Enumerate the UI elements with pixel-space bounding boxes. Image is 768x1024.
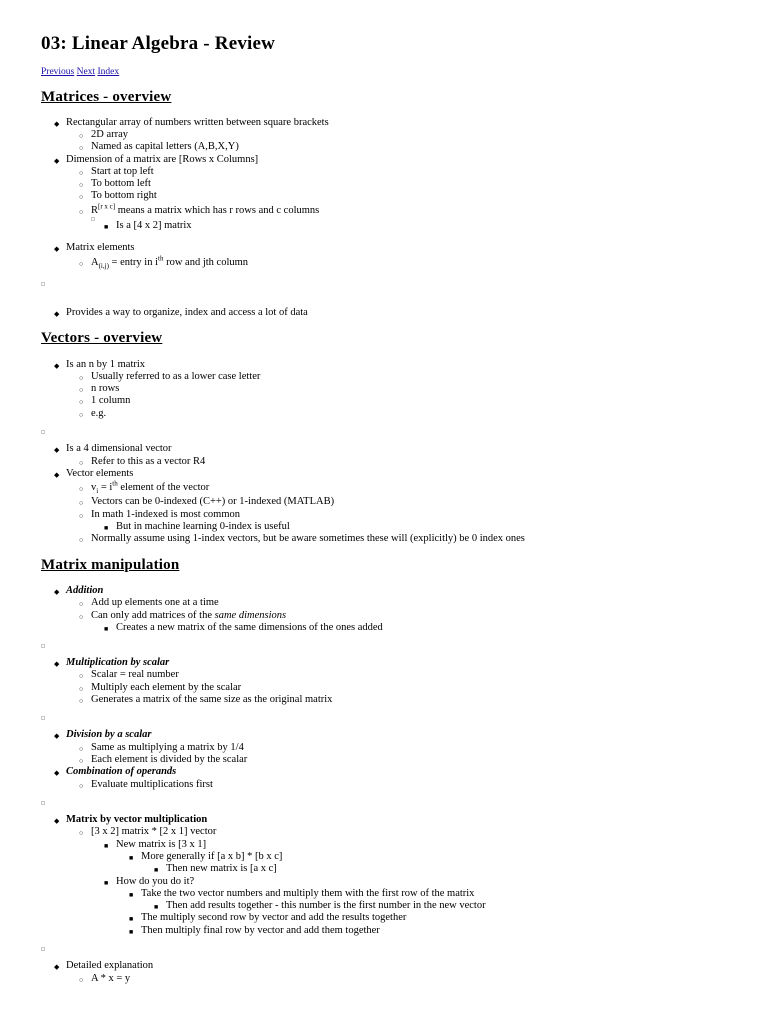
next-link[interactable]: Next: [76, 67, 96, 77]
list-item: How do you do it?: [116, 876, 195, 887]
circle-bullet-icon: ○: [79, 132, 84, 140]
circle-bullet-icon: ○: [79, 144, 84, 152]
mvm-label: Matrix by vector multiplication: [66, 814, 208, 825]
list-item: 1 column: [91, 395, 131, 406]
square-bullet-icon: ■: [154, 903, 159, 911]
list-item: Then multiply final row by vector and add them together: [141, 925, 380, 936]
only-add-text: Can only add matrices of the: [91, 610, 215, 621]
v-text: = i: [98, 482, 113, 493]
square-bullet-icon: ■: [154, 866, 159, 874]
circle-bullet-icon: ○: [79, 672, 84, 680]
circle-bullet-icon: ○: [79, 757, 84, 765]
list-item: Same as multiplying a matrix by 1/4: [91, 742, 244, 753]
broken-image-icon: [91, 217, 95, 221]
list-item: The multiply second row by vector and add the results together: [141, 912, 407, 923]
diamond-bullet-icon: ◆: [54, 310, 60, 318]
list-item: Then add results together - this number is the first number in the new vector: [166, 900, 486, 911]
list-item: Start at top left: [91, 166, 154, 177]
list-item: Rectangular array of numbers written between square brackets: [66, 117, 329, 128]
section-heading-matrices: Matrices - overview: [41, 89, 172, 105]
square-bullet-icon: ■: [104, 625, 109, 633]
diamond-bullet-icon: ◆: [54, 446, 60, 454]
addition-label: Addition: [66, 585, 104, 596]
list-item: Vector elements: [66, 468, 134, 479]
v-index-subscript: i: [96, 487, 99, 496]
circle-bullet-icon: ○: [79, 260, 84, 268]
list-item: Detailed explanation: [66, 960, 154, 971]
circle-bullet-icon: ○: [79, 499, 84, 507]
previous-link[interactable]: Previous: [41, 67, 75, 77]
list-item: Scalar = real number: [91, 669, 179, 680]
v-text-end: element of the vector: [117, 482, 210, 493]
square-bullet-icon: ■: [104, 879, 109, 887]
page-title: 03: Linear Algebra - Review: [41, 33, 276, 54]
circle-bullet-icon: ○: [79, 782, 84, 790]
broken-image-icon: [41, 430, 45, 434]
list-item: Vectors can be 0-indexed (C++) or 1-indexed (MATLAB): [91, 496, 335, 507]
list-item: Dimension of a matrix are [Rows x Columns]: [66, 154, 259, 165]
square-bullet-icon: ■: [104, 524, 109, 532]
list-item: Each element is divided by the scalar: [91, 754, 248, 765]
square-bullet-icon: ■: [129, 915, 134, 923]
mult-scalar-label: Multiplication by scalar: [66, 657, 170, 668]
list-item: To bottom left: [91, 178, 151, 189]
circle-bullet-icon: ○: [79, 169, 84, 177]
list-item: New matrix is [3 x 1]: [116, 839, 207, 850]
a-text-end: row and jth column: [163, 257, 249, 268]
square-bullet-icon: ■: [129, 891, 134, 899]
circle-bullet-icon: ○: [79, 613, 84, 621]
r-dimension-superscript: [r x c]: [98, 202, 116, 211]
diamond-bullet-icon: ◆: [54, 732, 60, 740]
broken-image-icon: [41, 716, 45, 720]
square-bullet-icon: ■: [104, 842, 109, 850]
list-item: [91, 254, 249, 271]
list-item: Is an n by 1 matrix: [66, 359, 146, 370]
list-item: Refer to this as a vector R4: [91, 456, 206, 467]
list-item: Generates a matrix of the same size as the original matrix: [91, 694, 333, 705]
circle-bullet-icon: ○: [79, 193, 84, 201]
broken-image-icon: [41, 947, 45, 951]
list-item: A * x = y: [91, 973, 131, 984]
list-item: [66, 766, 176, 778]
list-item: More generally if [a x b] * [b x c]: [141, 851, 283, 862]
circle-bullet-icon: ○: [79, 685, 84, 693]
list-item: Matrix elements: [66, 242, 135, 253]
circle-bullet-icon: ○: [79, 411, 84, 419]
list-item: [91, 202, 320, 217]
list-item: Multiply each element by the scalar: [91, 682, 242, 693]
r-symbol: R: [91, 205, 99, 216]
circle-bullet-icon: ○: [79, 976, 84, 984]
list-item: [66, 729, 151, 741]
list-item: Normally assume using 1-index vectors, but be aware sometimes these will (explicitly) be 0 index ones: [91, 533, 525, 544]
list-item: [66, 585, 103, 597]
list-item: Is a [4 x 2] matrix: [116, 220, 192, 231]
circle-bullet-icon: ○: [79, 459, 84, 467]
circle-bullet-icon: ○: [79, 745, 84, 753]
list-item: But in machine learning 0-index is useful: [116, 521, 290, 532]
list-item: Then new matrix is [a x c]: [166, 863, 277, 874]
index-link[interactable]: Index: [97, 67, 120, 77]
diamond-bullet-icon: ◆: [54, 660, 60, 668]
list-item: 2D array: [91, 129, 129, 140]
v-ordinal-superscript: th: [112, 479, 118, 488]
section-heading-matrix-manipulation: Matrix manipulation: [41, 557, 180, 573]
circle-bullet-icon: ○: [79, 208, 84, 216]
diamond-bullet-icon: ◆: [54, 471, 60, 479]
circle-bullet-icon: ○: [79, 485, 84, 493]
circle-bullet-icon: ○: [79, 697, 84, 705]
list-item: Provides a way to organize, index and access a lot of data: [66, 307, 308, 318]
circle-bullet-icon: ○: [79, 398, 84, 406]
a-ordinal-superscript: th: [158, 254, 164, 263]
r-description: means a matrix which has r rows and c columns: [115, 205, 320, 216]
circle-bullet-icon: ○: [79, 600, 84, 608]
list-item: Evaluate multiplications first: [91, 779, 213, 790]
list-item: In math 1-indexed is most common: [91, 509, 241, 520]
diamond-bullet-icon: ◆: [54, 362, 60, 370]
a-symbol: A: [91, 257, 99, 268]
diamond-bullet-icon: ◆: [54, 769, 60, 777]
broken-image-icon: [41, 282, 45, 286]
combination-label: Combination of operands: [66, 766, 177, 777]
list-item: n rows: [91, 383, 120, 394]
section-heading-vectors: Vectors - overview: [41, 330, 163, 346]
list-item: [91, 610, 286, 622]
same-dimensions-emphasis: same dimensions: [214, 610, 287, 621]
square-bullet-icon: ■: [129, 928, 134, 936]
page-navigation: [41, 67, 119, 77]
broken-image-icon: [41, 644, 45, 648]
circle-bullet-icon: ○: [79, 536, 84, 544]
list-item: Creates a new matrix of the same dimensions of the ones added: [116, 622, 383, 633]
broken-image-icon: [41, 801, 45, 805]
a-text: = entry in i: [108, 257, 158, 268]
list-item: [3 x 2] matrix * [2 x 1] vector: [91, 826, 217, 837]
list-item: [66, 657, 169, 669]
diamond-bullet-icon: ◆: [54, 245, 60, 253]
square-bullet-icon: ■: [104, 223, 109, 231]
circle-bullet-icon: ○: [79, 829, 84, 837]
div-scalar-label: Division by a scalar: [66, 729, 152, 740]
list-item: Is a 4 dimensional vector: [66, 443, 172, 454]
circle-bullet-icon: ○: [79, 374, 84, 382]
list-item: Take the two vector numbers and multiply them with the first row of the matrix: [141, 888, 475, 899]
list-item: To bottom right: [91, 190, 157, 201]
v-symbol: v: [91, 482, 97, 493]
list-item: Add up elements one at a time: [91, 597, 219, 608]
circle-bullet-icon: ○: [79, 512, 84, 520]
circle-bullet-icon: ○: [79, 386, 84, 394]
list-item: Usually referred to as a lower case letter: [91, 371, 261, 382]
list-item: [66, 814, 207, 826]
square-bullet-icon: ■: [129, 854, 134, 862]
diamond-bullet-icon: ◆: [54, 963, 60, 971]
a-index-subscript: (i,j): [98, 262, 109, 271]
list-item: e.g.: [91, 408, 107, 419]
diamond-bullet-icon: ◆: [54, 157, 60, 165]
list-item: [91, 479, 210, 496]
circle-bullet-icon: ○: [79, 181, 84, 189]
list-item: Named as capital letters (A,B,X,Y): [91, 141, 239, 152]
diamond-bullet-icon: ◆: [54, 588, 60, 596]
diamond-bullet-icon: ◆: [54, 120, 60, 128]
diamond-bullet-icon: ◆: [54, 817, 60, 825]
